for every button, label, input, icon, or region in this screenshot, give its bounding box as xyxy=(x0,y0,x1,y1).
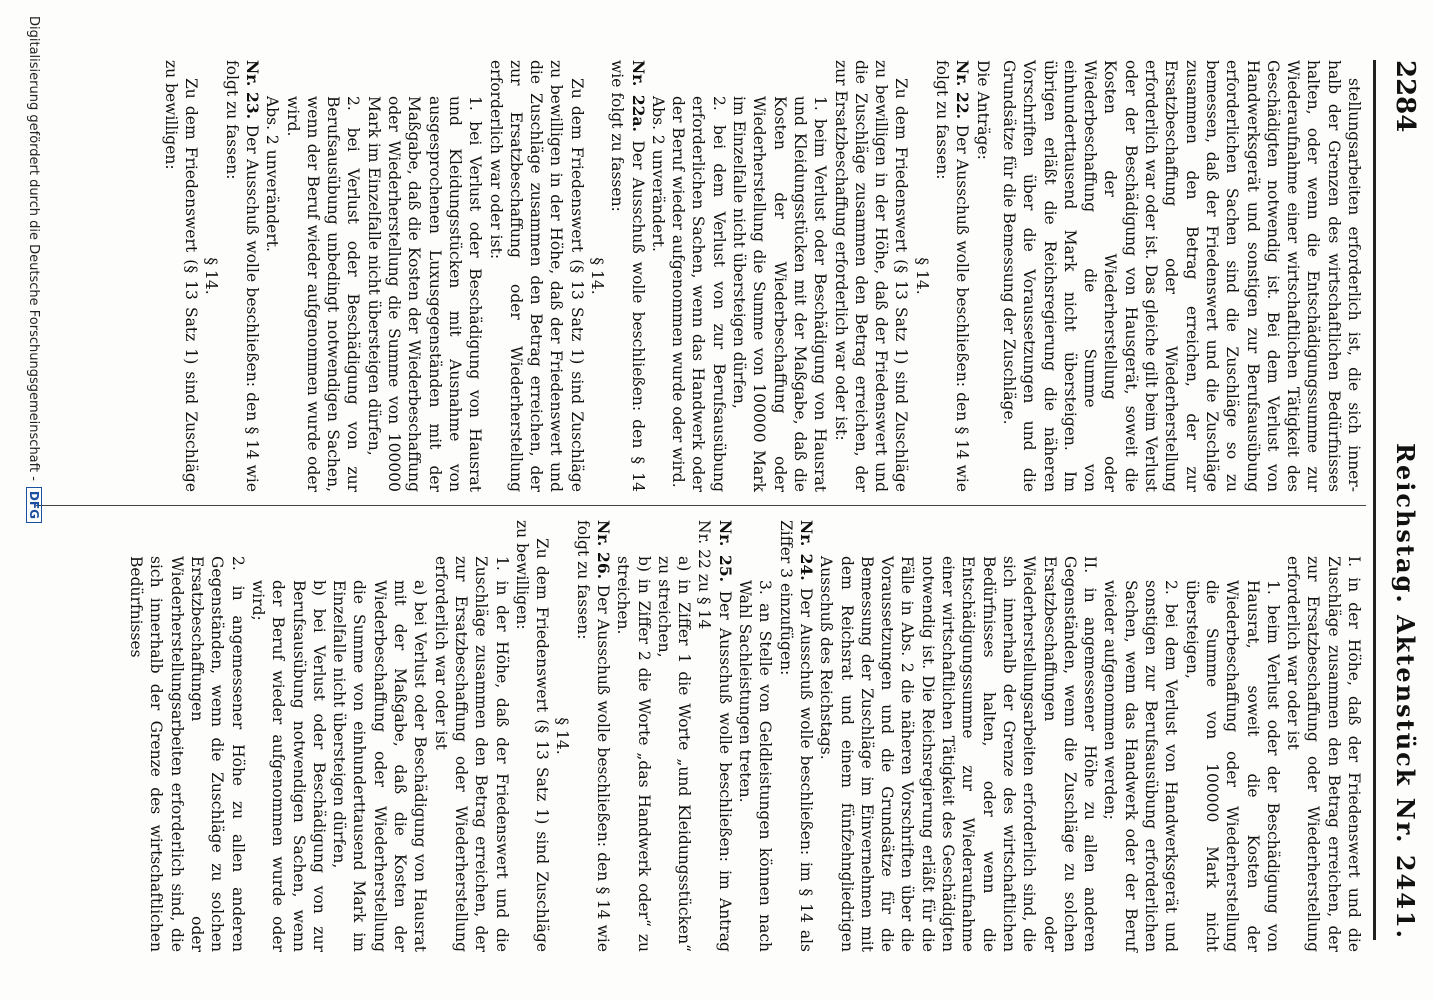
digitization-footer xyxy=(14,0,54,1000)
motion-number: Nr. 26. xyxy=(594,520,614,585)
paragraph xyxy=(694,520,735,952)
paragraph: 2. bei dem Verlust von zur Berufsausübung erforderlichen Sachen, wenn das Handwerk oder der Beruf wieder aufgenommen wurde oder wird. xyxy=(669,96,728,492)
dfg-logo: DFG xyxy=(26,487,42,523)
paragraph: b) bei Verlust oder Beschädigung von zur Berufsausübung notwendigen Sachen, wenn der Beruf wieder aufgenommen wurde oder wird; xyxy=(248,580,328,952)
paragraph xyxy=(607,60,648,492)
motion-number: Nr. 25. xyxy=(715,520,735,591)
paragraph: § 14. xyxy=(912,257,931,295)
paragraph xyxy=(775,520,816,952)
paragraph: Abs. 2 unverändert. xyxy=(263,96,282,252)
motion-text: Der Ausschuß wolle beschließen: den § 14 wie folgt zu fassen: xyxy=(933,60,972,492)
motion-text: Der Ausschuß wolle beschließen: den § 14 wie folgt zu fassen: xyxy=(608,60,647,492)
paragraph: 1. beim Verlust oder Beschädigung von Hausrat und Kleidungsstücken mit der Maßgabe, daß die Kosten der Wiederbeschaffung oder Wiederherstellung die Summe von 100000 Mark im Einzelfalle nicht übersteigen dürfen, xyxy=(730,96,830,492)
paragraph: 2. bei dem Verlust von Handwerksgerät und sonstigen zur Berufsausübung erforderlichen Sachen, wenn das Handwerk oder der Beruf wieder aufgenommen werden; xyxy=(1101,580,1181,952)
page-number: 2284 xyxy=(1390,60,1420,133)
motion-text: Der Ausschuß wolle beschließen: im Antrag Nr. 22 zu § 14 xyxy=(695,520,734,952)
column-divider xyxy=(36,505,1366,506)
paragraph: 1. bei Verlust oder Beschädigung von Hausrat und Kleidungsstücken mit Ausnahme von ausgesprochenen Luxusgegenständen mit der Maßgabe, daß die Kosten der Wiederbeschaffung oder Wiederherstellung die Summe von 100000 Mark im Einzelfalle nicht übersteigen dürfen, xyxy=(364,96,485,492)
paragraph: 1. beim Verlust oder der Beschädigung von Hausrat, soweit die Kosten der Wiederbeschaffung oder Wiederherstellung die Summe von 100000 Mark nicht übersteigen, xyxy=(1182,580,1282,952)
paragraph: § 14. xyxy=(553,717,572,755)
paragraph: 2. bei Verlust oder Beschädigung von zur Berufsausübung unbedingt notwendigen Sachen, wenn der Beruf wieder aufgenommen wurde oder wird. xyxy=(283,96,363,492)
paragraph: Zu dem Friedenswert (§ 13 Satz 1) sind Zuschläge zu bewilligen: xyxy=(161,60,201,492)
paragraph: Die Anträge: xyxy=(973,60,992,160)
page-header xyxy=(1380,60,1420,940)
header-rule xyxy=(1373,60,1376,940)
motion-text: Der Ausschuß wolle beschließen: den § 14 wie folgt zu fassen: xyxy=(222,60,261,492)
paragraph: Zu dem Friedenswert (§ 13 Satz 1) sind Zuschläge zu bewilligen: xyxy=(512,520,552,952)
paragraph: II. in angemessener Höhe zu allen anderen Gegenständen, wenn die Zuschläge zu solchen Ersatzbeschaffungen oder Wiederherstellungsarbeiten erforderlich sind, die sich innerhalb der Grenze des wirtschaftlichen Bedürfnisses halten, oder wenn die Entschädigungssumme zur Wiederaufnahme einer wirtschaftlichen Tätigkeit des Geschädigten notwendig ist. Die Reichsregierung erläßt für die Fälle in Abs. 2 die näheren Vorschriften über die Voraussetzungen und die Grundsätze für die Bemessung der Zuschläge im Einvernehmen mit dem Reichsrat und einem fünfzehngliedrigen Ausschuß des Reichstags. xyxy=(817,556,1100,952)
paragraph: stellungsarbeiten erforderlich ist, die sich inner-halb der Grenzen des wirtschaftlichen Bedürfnisses halten, oder wenn die Entschädigungssumme zur Wiederaufnahme einer wirtschaftlichen Tätigkeit des Geschädigten notwendig ist. Bei dem Verlust von Handwerksgerät und sonstigen zur Berufsausübung erforderlichen Sachen sind die Zuschläge so zu bemessen, daß der Friedenswert und die Zuschläge zusammen den Betrag erreichen, der zur Ersatzbeschaffung oder Wiederherstellung erforderlich war oder ist. Das gleiche gilt beim Verlust oder der Beschädigung von Hausgerät, soweit die Kosten der Wiederherstellung oder Wiederbeschaffung die Summe von einhunderttausend Mark nicht übersteigen. Im übrigen erläßt die Reichsregierung die näheren Vorschriften über die Voraussetzungen und die Grundsätze für die Bemessung der Zuschläge. xyxy=(999,60,1363,492)
paragraph xyxy=(572,520,613,952)
paragraph: b) in Ziffer 2 die Worte „das Handwerk oder“ zu streichen. xyxy=(614,556,653,952)
paragraph xyxy=(221,60,262,492)
paragraph: 3. an Stelle von Geldleistungen können nach Wahl Sachleistungen treten. xyxy=(736,580,775,952)
motion-text: Der Ausschuß wolle beschließen: den § 14 wie folgt zu fassen: xyxy=(573,520,613,952)
paragraph: I. in der Höhe, daß der Friedenswert und die Zuschläge zusammen den Betrag erreichen, der zur Ersatzbeschaffung oder Wiederherstellung erforderlich war oder ist xyxy=(1284,556,1363,952)
paragraph: Zu dem Friedenswert (§ 13 Satz 1) sind Zuschläge zu bewilligen in der Höhe, daß der Friedenswert und die Zuschläge zusammen den Betrag erreichen, der zur Ersatzbeschaffung oder Wiederherstellung erforderlich war oder ist: xyxy=(486,60,586,492)
paragraph xyxy=(932,60,973,492)
paragraph: 2. in angemessener Höhe zu allen anderen Gegenständen, wenn die Zuschläge zu solchen Ersatzbeschaffungen oder Wiederherstellungsarbeiten erforderlich sind, die sich innerhalb der Grenze des wirtschaftlichen Bedürfnisses xyxy=(127,556,247,952)
motion-text: Der Ausschuß wolle beschließen: im § 14 als Ziffer 3 einzufügen: xyxy=(776,520,815,952)
motion-number: Nr. 23. xyxy=(242,60,262,125)
footer-text: Digitalisierung gefördert durch die Deutsche Forschungsgemeinschaft - xyxy=(26,16,42,481)
paragraph: Abs. 2 unverändert. xyxy=(648,96,667,252)
paragraph: Zu dem Friedenswert (§ 13 Satz 1) sind Zuschläge zu bewilligen in der Höhe, daß der Friedenswert und die Zuschläge zusammen den Betrag erreichen, der zur Ersatzbeschaffung erforderlich war oder ist: xyxy=(831,60,911,492)
paragraph: § 14. xyxy=(588,257,607,295)
right-column xyxy=(126,520,1364,952)
motion-number: Nr. 22a. xyxy=(628,60,648,141)
paragraph: § 14. xyxy=(202,257,221,295)
paragraph: a) in Ziffer 1 die Worte „und Kleidungsstücken“ zu streichen, xyxy=(654,556,694,952)
page-title: Reichstag. Aktenstück Nr. 2441. xyxy=(1391,443,1420,940)
paragraph: 1. in der Höhe, daß der Friedenswert und die Zuschläge zusammen den Betrag erreichen, der zur Ersatzbeschaffung oder Wiederherstellung erforderlich war oder ist xyxy=(431,556,511,952)
motion-number: Nr. 22. xyxy=(953,60,973,125)
left-column xyxy=(160,60,1364,492)
paragraph: a) bei Verlust oder Beschädigung von Hausrat mit der Maßgabe, daß die Kosten der Wiederbeschaffung oder Wiederherstellung die Summe von einhunderttausend Mark im Einzelfalle nicht übersteigen dürfen, xyxy=(330,580,430,952)
motion-number: Nr. 24. xyxy=(796,520,816,589)
